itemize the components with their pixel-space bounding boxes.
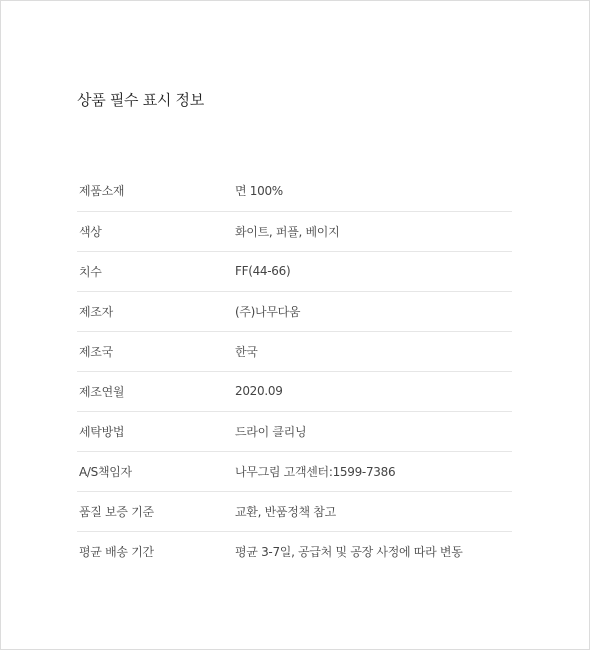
product-info-table xyxy=(77,171,512,571)
row-value: 교환, 반품정책 참고 xyxy=(235,491,512,531)
table-row-delivery-period xyxy=(77,531,512,571)
table-row-country xyxy=(77,331,512,371)
row-value: 한국 xyxy=(235,331,512,371)
row-value: 화이트, 퍼플, 베이지 xyxy=(235,211,512,251)
table-row-as-contact xyxy=(77,451,512,491)
row-label: 제품소재 xyxy=(77,171,235,211)
row-label: 품질 보증 기준 xyxy=(77,491,235,531)
row-label: 세탁방법 xyxy=(77,411,235,451)
row-value: 면 100% xyxy=(235,171,512,211)
row-label: 제조국 xyxy=(77,331,235,371)
table-row-manufacturer xyxy=(77,291,512,331)
row-value: 나무그림 고객센터:1599-7386 xyxy=(235,451,512,491)
table-row-washing xyxy=(77,411,512,451)
section-title: 상품 필수 표시 정보 xyxy=(77,91,204,109)
row-value: FF(44-66) xyxy=(235,251,512,291)
row-label: A/S책임자 xyxy=(77,451,235,491)
row-label: 제조연월 xyxy=(77,371,235,411)
row-value: 드라이 클리닝 xyxy=(235,411,512,451)
table-row-material xyxy=(77,171,512,211)
row-label: 평균 배송 기간 xyxy=(79,544,154,559)
row-value: (주)나무다움 xyxy=(235,291,512,331)
table-row-color xyxy=(77,211,512,251)
table-row-manufacture-date xyxy=(77,371,512,411)
row-label: 제조자 xyxy=(77,291,235,331)
table-row-quality-guarantee xyxy=(77,491,512,531)
table-row-size xyxy=(77,251,512,291)
row-label: 색상 xyxy=(77,211,235,251)
row-value: 평균 3-7일, 공급처 및 공장 사정에 따라 변동 xyxy=(235,544,463,559)
row-value: 2020.09 xyxy=(235,371,512,411)
row-label: 치수 xyxy=(77,251,235,291)
